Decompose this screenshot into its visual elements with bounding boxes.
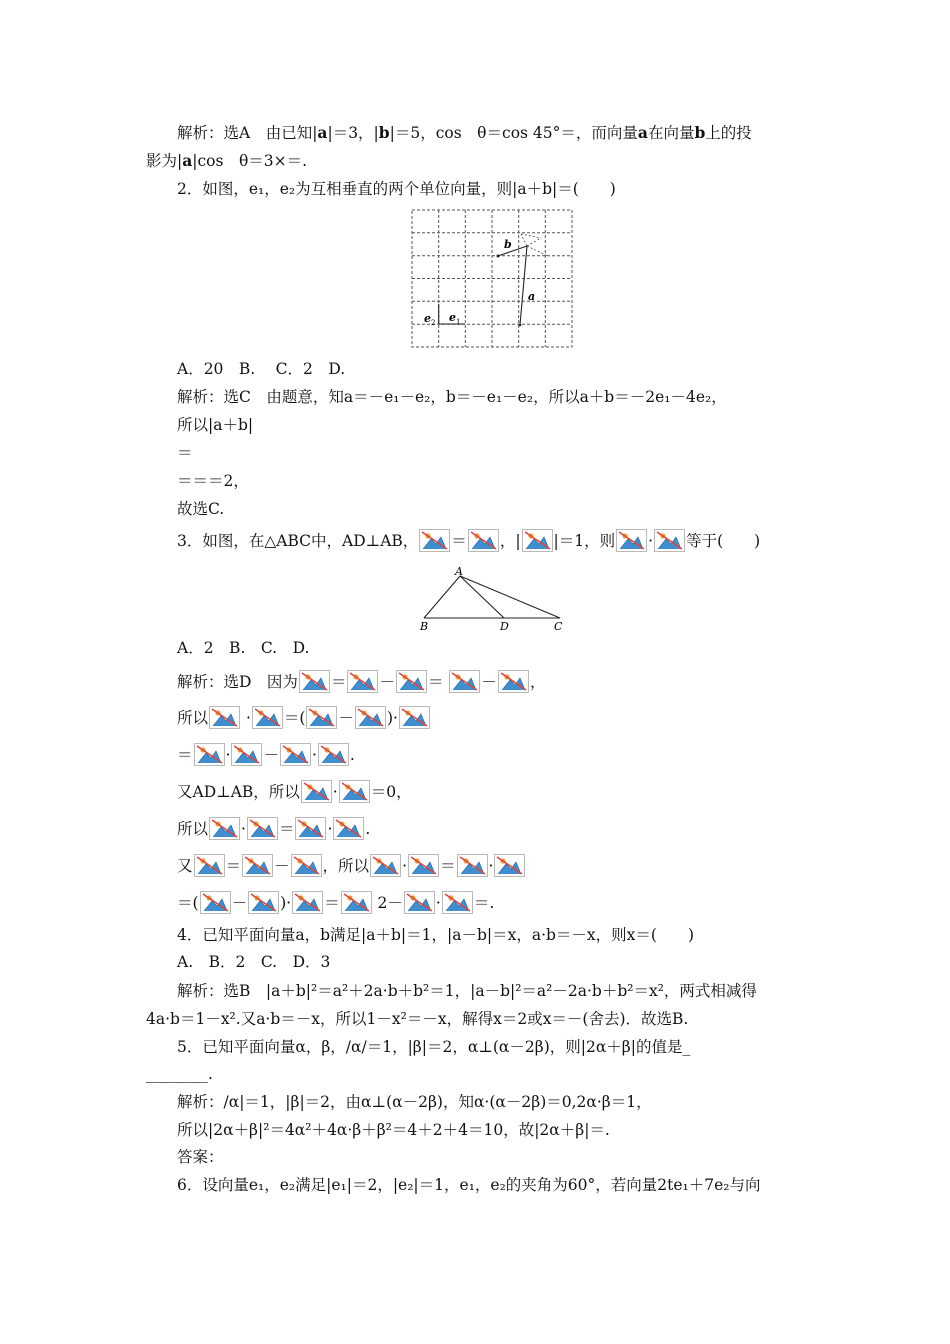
- solution-5-line-2: 所以|2α＋β|²＝4α²＋4α·β＋β²＝4＋2＋4＝10，故|2α＋β|＝.: [177, 1121, 610, 1139]
- broken-image-icon: [295, 817, 326, 840]
- broken-image-icon: [449, 670, 480, 693]
- broken-image-icon: [419, 529, 450, 552]
- label-b: b: [504, 238, 512, 251]
- solution-4-line-2: 4a·b＝1－x².又a·b＝－x，所以1－x²＝－x，解得x＝2或x＝－(舍去)．故选B.: [146, 1010, 689, 1028]
- broken-image-icon: [339, 780, 370, 803]
- broken-image-icon: [248, 891, 279, 914]
- solution-2-line-2: 所以|a＋b|: [177, 416, 254, 434]
- question-6: 6．设向量e₁，e₂满足|e₁|＝2，|e₂|＝1，e₁，e₂的夹角为60°，若向量2te₁＋7e₂与向: [177, 1176, 761, 1194]
- label-e1: e: [449, 311, 456, 324]
- broken-image-icon: [252, 706, 283, 729]
- solution-1-line-2: 影为|a|cos θ＝3×＝.: [146, 151, 308, 170]
- solution-3-line-5: 所以 · ＝ · .: [177, 817, 370, 840]
- broken-image-icon: [194, 854, 225, 877]
- solution-3-line-1: 解析：选D 因为 ＝ － ＝ － ，: [177, 670, 545, 693]
- solution-5-line-1: 解析：/α|＝1，|β|＝2，由α⊥(α－2β)，知α·(α－2β)＝0,2α·β＝1，: [177, 1093, 652, 1111]
- broken-image-icon: [299, 670, 330, 693]
- broken-image-icon: [355, 706, 386, 729]
- broken-image-icon: [209, 706, 240, 729]
- broken-image-icon: [370, 854, 401, 877]
- broken-image-icon: [468, 529, 499, 552]
- question-3-options: A．2 B. C. D.: [177, 639, 310, 657]
- solution-2-line-1: 解析：选C 由题意，知a＝－e₁－e₂，b＝－e₁－e₂，所以a＋b＝－2e₁－4e₂，: [177, 388, 727, 406]
- question-5-line-2: ________.: [146, 1065, 213, 1083]
- broken-image-icon: [498, 670, 529, 693]
- broken-image-icon: [292, 891, 323, 914]
- broken-image-icon: [242, 854, 273, 877]
- broken-image-icon: [408, 854, 439, 877]
- label-e2-sub: 2: [431, 319, 436, 327]
- label-D: D: [500, 620, 509, 633]
- solution-2-line-3: ＝: [177, 444, 193, 462]
- label-e2: e: [424, 312, 431, 325]
- broken-image-icon: [341, 891, 372, 914]
- solution-1-line-1: 解析：选A 由已知|a|＝3，|b|＝5，cos θ＝cos 45°＝，而向量a在向量b上的投: [177, 123, 752, 142]
- label-e1-sub: 1: [456, 318, 461, 326]
- broken-image-icon: [399, 706, 430, 729]
- triangle-figure: [416, 566, 572, 634]
- question-2-options: A．20 B. C．2 D.: [177, 360, 346, 378]
- grid-vector-figure: [410, 208, 574, 350]
- question-5-line-1: 5．已知平面向量α，β，/α/＝1，|β|＝2，α⊥(α－2β)，则|2α＋β|的值是_: [177, 1038, 691, 1056]
- broken-image-icon: [306, 706, 337, 729]
- label-A: A: [455, 566, 463, 578]
- question-4-options: A. B．2 C. D．3: [177, 953, 331, 971]
- solution-3-line-4: 又AD⊥AB，所以 · ＝0，: [177, 780, 412, 803]
- broken-image-icon: [494, 854, 525, 877]
- question-3: 3．如图，在△ABC中，AD⊥AB， ＝ ，| |＝1，则 · 等于( ): [177, 529, 760, 552]
- broken-image-icon: [522, 529, 553, 552]
- broken-image-icon: [318, 743, 349, 766]
- broken-image-icon: [347, 670, 378, 693]
- broken-image-icon: [231, 743, 262, 766]
- question-4: 4．已知平面向量a，b满足|a＋b|＝1，|a－b|＝x，a·b＝－x，则x＝( ): [177, 926, 695, 944]
- broken-image-icon: [247, 817, 278, 840]
- broken-image-icon: [616, 529, 647, 552]
- broken-image-icon: [280, 743, 311, 766]
- question-2: 2．如图，e₁，e₂为互相垂直的两个单位向量，则|a＋b|＝( ): [177, 180, 616, 198]
- label-B: B: [420, 620, 429, 633]
- solution-2-line-4: ＝＝＝2，: [177, 472, 249, 490]
- broken-image-icon: [291, 854, 322, 877]
- broken-image-icon: [404, 891, 435, 914]
- answer-label: 答案：: [177, 1148, 224, 1166]
- broken-image-icon: [200, 891, 231, 914]
- label-a: a: [528, 290, 536, 303]
- solution-3-line-3: ＝ · － · .: [177, 743, 355, 766]
- label-C: C: [554, 620, 563, 633]
- solution-3-line-6: 又 ＝ － ，所以 · ＝ ·: [177, 854, 526, 877]
- broken-image-icon: [442, 891, 473, 914]
- broken-image-icon: [457, 854, 488, 877]
- solution-4-line-1: 解析：选B |a＋b|²＝a²＋2a·b＋b²＝1，|a－b|²＝a²－2a·b＋b²＝x²，两式相减得: [177, 982, 757, 1000]
- broken-image-icon: [333, 817, 364, 840]
- solution-3-line-2: 所以 · ＝( － )·: [177, 706, 431, 729]
- broken-image-icon: [396, 670, 427, 693]
- broken-image-icon: [194, 743, 225, 766]
- solution-3-line-7: ＝( － )· ＝ 2－ · ＝.: [177, 891, 494, 914]
- broken-image-icon: [301, 780, 332, 803]
- solution-2-line-5: 故选C.: [177, 500, 225, 518]
- broken-image-icon: [209, 817, 240, 840]
- broken-image-icon: [654, 529, 685, 552]
